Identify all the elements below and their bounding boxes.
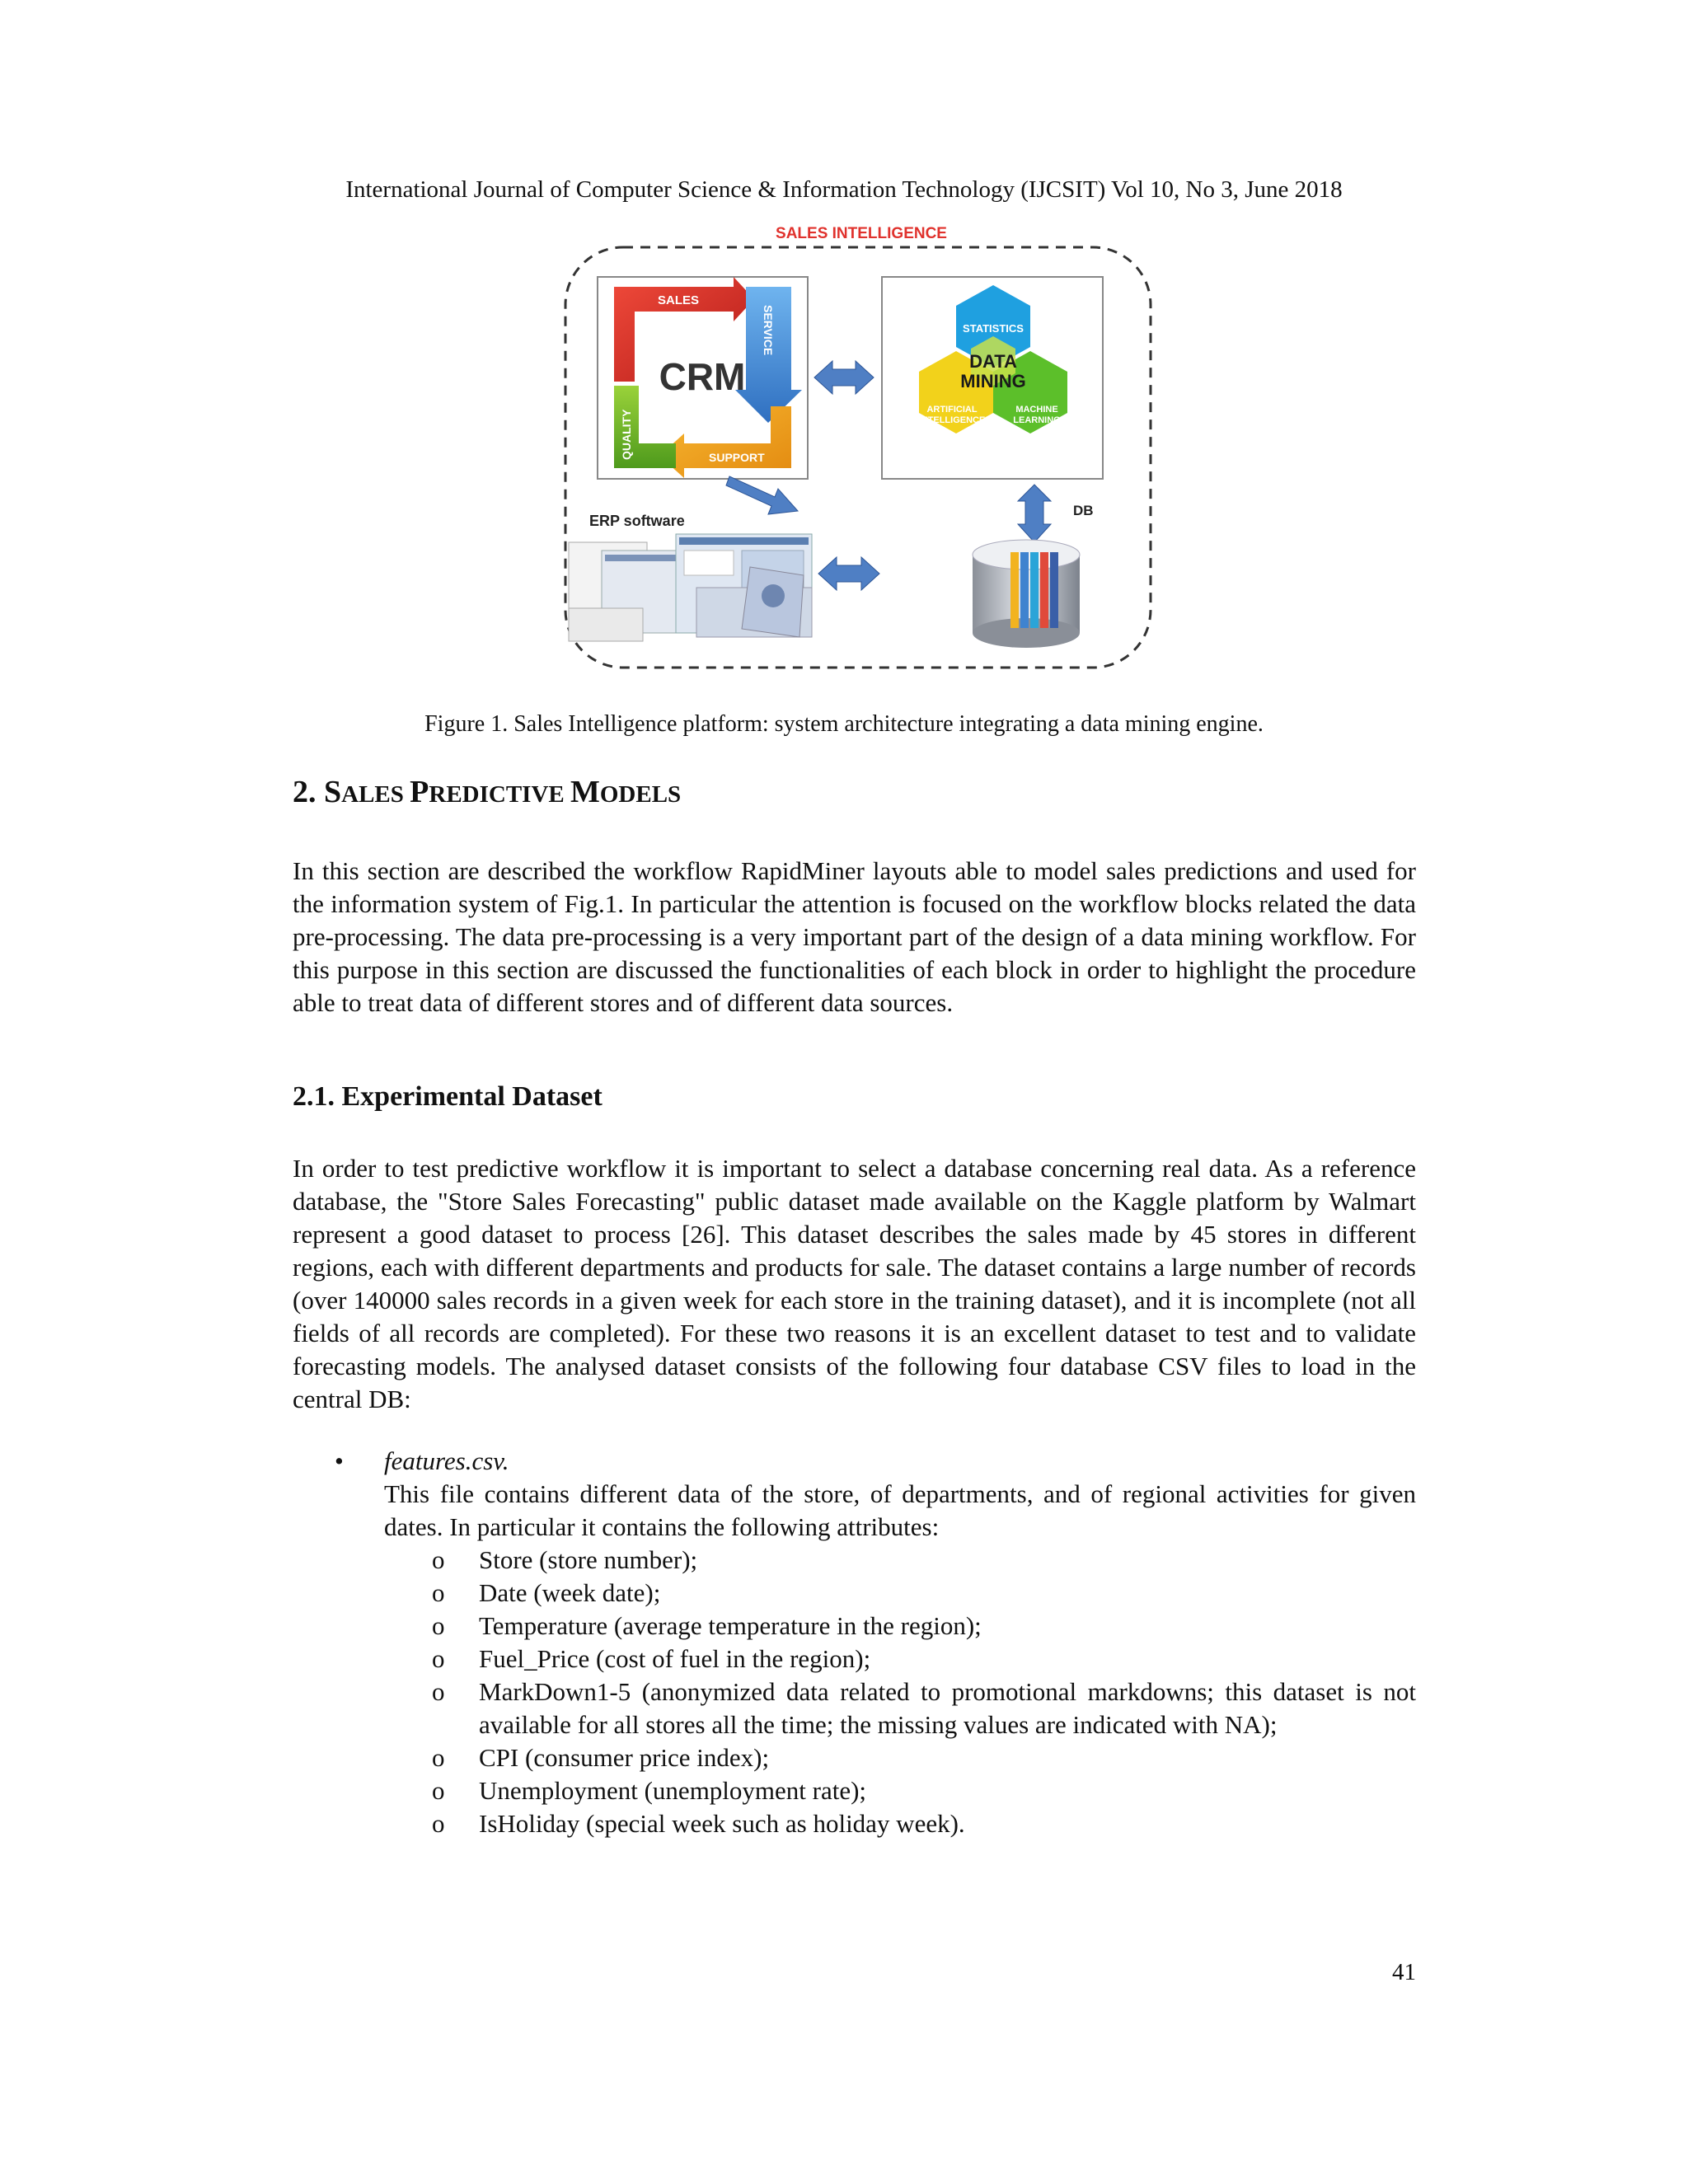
db-cylinder-icon [973, 540, 1080, 648]
subsection-paragraph: In order to test predictive workflow it is important to select a database concerning real data. As a reference database, the "Store Sales Forecasting" public dataset made available on the Kaggle platform by Walmart represent a good dataset to process [26]. This dataset describes the sales made by 45 stores in different regions, each with different departments and products for sale. The dataset contains a large number of records (over 140000 sales records in a given week for each store in the training dataset), and it is incomplete (not all fields of all records are completed). For these two reasons it is an excellent dataset to test and to validate forecasting models. The analysed dataset consists of the following four database CSV files to load in the central DB: [293, 1154, 1416, 1413]
attribute-list [293, 1544, 1416, 1840]
list-item [293, 1544, 1416, 1577]
section-heading [293, 773, 1416, 813]
list-item [293, 1774, 1416, 1807]
crm-block [598, 277, 808, 479]
attribute-text: Temperature (average temperature in the region); [479, 1611, 982, 1640]
ml-label-2: LEARNING [1013, 415, 1061, 425]
attribute-text: Store (store number); [479, 1545, 698, 1574]
attribute-text: Unemployment (unemployment rate); [479, 1776, 867, 1805]
list-item [293, 1643, 1416, 1675]
attribute-text: MarkDown1-5 (anonymized data related to promotional markdowns; this dataset is not available for all stores all the time; the missing values are indicated with NA); [479, 1677, 1416, 1739]
erp-db-arrow [818, 557, 879, 590]
crm-db-arrow [726, 476, 798, 514]
crm-support-label: SUPPORT [709, 451, 765, 464]
sub-bullet-marker: o [432, 1611, 445, 1640]
sub-bullet-marker: o [432, 1578, 445, 1607]
erp-screenshots [569, 534, 812, 641]
crm-service-label: SERVICE [762, 305, 775, 356]
section-title-word-1-rest: ALES [341, 781, 410, 808]
sub-bullet-marker: o [432, 1743, 445, 1772]
sub-bullet-marker: o [432, 1545, 445, 1574]
list-item [293, 1675, 1416, 1741]
section-title-word-2-rest: REDICTIVE [429, 781, 570, 808]
sales-intelligence-figure [552, 221, 1162, 678]
attribute-text: Fuel_Price (cost of fuel in the region); [479, 1644, 871, 1673]
dm-db-arrow [1018, 485, 1051, 542]
list-item [293, 1577, 1416, 1610]
features-bullet [293, 1445, 1416, 1840]
list-item [293, 1610, 1416, 1643]
attribute-text: Date (week date); [479, 1578, 661, 1607]
sub-bullet-marker: o [432, 1677, 445, 1706]
list-item [293, 1807, 1416, 1840]
subsection-heading: 2.1. Experimental Dataset [293, 1081, 603, 1112]
running-header: International Journal of Computer Science & Information Technology (IJCSIT) Vol 10, No 3, June 2018 [345, 176, 1343, 203]
data-mining-label-2: MINING [960, 371, 1026, 391]
section-title-word-1-cap: S [324, 775, 342, 809]
figure-title: SALES INTELLIGENCE [776, 225, 947, 242]
crm-dm-arrow [814, 361, 874, 394]
section-title-word-3-rest: ODELS [599, 781, 682, 808]
section-title-word-2-cap: P [410, 775, 429, 809]
section-number: 2. [293, 775, 324, 809]
sub-bullet-marker: o [432, 1776, 445, 1805]
bullet-title: features.csv. [384, 1446, 509, 1475]
bullet-marker: • [335, 1446, 344, 1475]
data-mining-block [882, 277, 1103, 479]
page-number: 41 [1392, 1959, 1416, 1985]
section-paragraph: In this section are described the workflow RapidMiner layouts able to model sales predictions and used for the information system of Fig.1. In particular the attention is focused on the workflow blocks related the data pre-processing. The data pre-processing is a very important part of the design of a data mining workflow. For this purpose in this section are discussed the functionalities of each block in order to highlight the procedure able to treat data of different stores and of different data sources. [293, 856, 1416, 1017]
sub-bullet-marker: o [432, 1644, 445, 1673]
erp-label: ERP software [589, 513, 685, 529]
section-title-word-3-cap: M [570, 775, 600, 809]
figure-caption: Figure 1. Sales Intelligence platform: system architecture integrating a data mining engine. [424, 711, 1264, 737]
crm-label: CRM [659, 355, 746, 398]
ml-label-1: MACHINE [1015, 405, 1058, 415]
bullet-description: This file contains different data of the store, of departments, and of regional activities for given dates. In particular it contains the following attributes: [384, 1479, 1416, 1541]
crm-quality-label: QUALITY [620, 409, 633, 460]
crm-sales-label: SALES [658, 293, 700, 307]
attribute-text: IsHoliday (special week such as holiday week). [479, 1809, 965, 1838]
db-label: DB [1073, 503, 1094, 518]
ai-label-2: INTELLIGENCE [918, 415, 986, 425]
ai-label-1: ARTIFICIAL [926, 405, 978, 415]
data-mining-label-1: DATA [969, 351, 1017, 372]
sub-bullet-marker: o [432, 1809, 445, 1838]
list-item [293, 1741, 1416, 1774]
attribute-text: CPI (consumer price index); [479, 1743, 770, 1772]
statistics-label: STATISTICS [963, 322, 1024, 335]
